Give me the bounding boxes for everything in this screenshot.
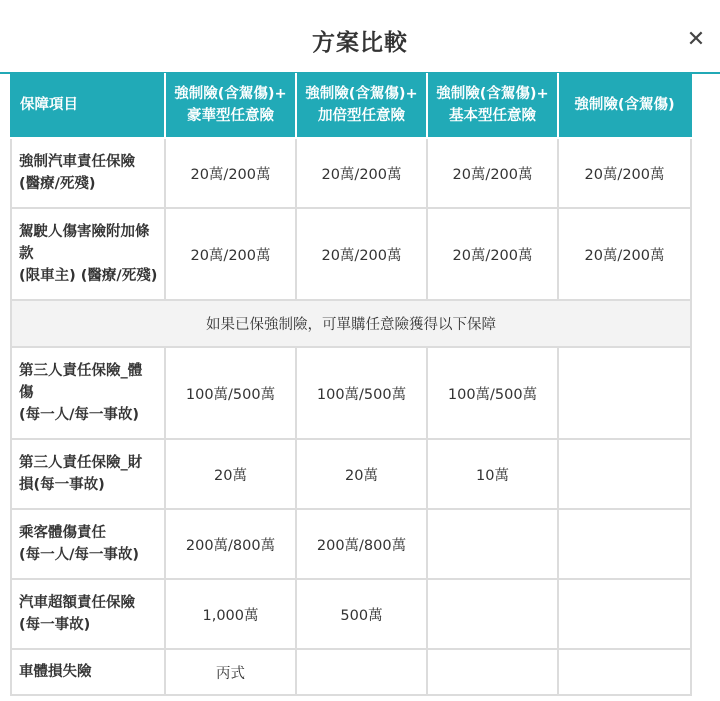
coverage-label-line: 車體損失險 bbox=[19, 664, 92, 680]
header-line: 加倍型任意險 bbox=[318, 108, 405, 124]
coverage-value-cell: 200萬/800萬 bbox=[296, 509, 427, 579]
coverage-label bbox=[11, 208, 165, 300]
header-line: 強制險(含駕傷)+ bbox=[174, 86, 287, 102]
table-row bbox=[11, 509, 691, 579]
table-row bbox=[11, 649, 691, 695]
coverage-value-cell: 100萬/500萬 bbox=[296, 347, 427, 439]
coverage-value-cell: 20萬/200萬 bbox=[427, 138, 558, 208]
coverage-value-cell: 20萬/200萬 bbox=[558, 208, 691, 300]
header-plan-double bbox=[296, 73, 427, 138]
coverage-value-cell bbox=[558, 439, 691, 509]
coverage-value-cell: 1,000萬 bbox=[165, 579, 296, 649]
coverage-value-cell bbox=[296, 649, 427, 695]
coverage-value-cell bbox=[427, 649, 558, 695]
coverage-value-cell bbox=[558, 347, 691, 439]
section-note-row bbox=[11, 300, 691, 347]
table-header bbox=[11, 73, 691, 138]
header-plan-luxury bbox=[165, 73, 296, 138]
header-plan-basic bbox=[427, 73, 558, 138]
modal-title: 方案比較 bbox=[312, 30, 408, 56]
header-line: 強制險(含駕傷)+ bbox=[305, 86, 418, 102]
coverage-value-cell bbox=[558, 649, 691, 695]
table-row bbox=[11, 208, 691, 300]
table-row bbox=[11, 138, 691, 208]
coverage-value-cell bbox=[558, 579, 691, 649]
coverage-label bbox=[11, 138, 165, 208]
coverage-value-cell: 10萬 bbox=[427, 439, 558, 509]
coverage-value-cell: 20萬/200萬 bbox=[558, 138, 691, 208]
section-note: 如果已保強制險，可單購任意險獲得以下保障 bbox=[11, 300, 691, 347]
table-row bbox=[11, 439, 691, 509]
coverage-label-line: (每一事故) bbox=[19, 617, 91, 633]
coverage-label-line: 強制汽車責任保險 bbox=[19, 154, 135, 170]
coverage-label bbox=[11, 649, 165, 695]
close-icon[interactable]: ✕ bbox=[686, 27, 706, 52]
header-line: 強制險(含駕傷)+ bbox=[436, 86, 549, 102]
coverage-value-cell bbox=[558, 509, 691, 579]
comparison-table bbox=[10, 73, 692, 696]
coverage-value-cell: 20萬/200萬 bbox=[165, 138, 296, 208]
coverage-label-line: 第三人責任保險_財 bbox=[19, 455, 143, 471]
coverage-value-cell bbox=[427, 509, 558, 579]
header-line: 豪華型任意險 bbox=[187, 108, 274, 124]
coverage-value-cell: 200萬/800萬 bbox=[165, 509, 296, 579]
coverage-label-line: (每一人/每一事故) bbox=[19, 547, 140, 563]
table-body bbox=[11, 138, 691, 695]
coverage-label-line: (每一人/每一事故) bbox=[19, 407, 140, 423]
table-row bbox=[11, 579, 691, 649]
coverage-label-line: 駕駛人傷害險附加條 bbox=[19, 224, 150, 240]
coverage-value-cell: 20萬/200萬 bbox=[427, 208, 558, 300]
table-row bbox=[11, 347, 691, 439]
coverage-label bbox=[11, 347, 165, 439]
coverage-value-cell: 20萬 bbox=[296, 439, 427, 509]
coverage-value-cell: 500萬 bbox=[296, 579, 427, 649]
coverage-value-cell: 100萬/500萬 bbox=[427, 347, 558, 439]
coverage-value-cell: 100萬/500萬 bbox=[165, 347, 296, 439]
modal-header bbox=[0, 0, 720, 72]
header-plan-compulsory bbox=[558, 73, 691, 138]
coverage-label bbox=[11, 579, 165, 649]
header-line: 基本型任意險 bbox=[449, 108, 536, 124]
coverage-value-cell: 20萬/200萬 bbox=[165, 208, 296, 300]
coverage-value-cell: 20萬 bbox=[165, 439, 296, 509]
comparison-table-container bbox=[10, 73, 690, 696]
coverage-label bbox=[11, 439, 165, 509]
header-coverage-item bbox=[11, 73, 165, 138]
coverage-label-line: 乘客體傷責任 bbox=[19, 525, 106, 541]
coverage-label bbox=[11, 509, 165, 579]
coverage-label-line: 損(每一事故) bbox=[19, 477, 105, 493]
coverage-label-line: 款 bbox=[19, 246, 34, 262]
coverage-label-line: (限車主) (醫療/死殘) bbox=[19, 268, 158, 284]
coverage-label-line: 第三人責任保險_體 bbox=[19, 363, 143, 379]
coverage-label-line: (醫療/死殘) bbox=[19, 176, 96, 192]
coverage-label-line: 傷 bbox=[19, 385, 34, 401]
header-line: 保障項目 bbox=[20, 97, 78, 113]
coverage-value-cell bbox=[427, 579, 558, 649]
coverage-value-cell: 丙式 bbox=[165, 649, 296, 695]
coverage-value-cell: 20萬/200萬 bbox=[296, 208, 427, 300]
coverage-value-cell: 20萬/200萬 bbox=[296, 138, 427, 208]
header-line: 強制險(含駕傷) bbox=[574, 97, 675, 113]
coverage-label-line: 汽車超額責任保險 bbox=[19, 595, 135, 611]
